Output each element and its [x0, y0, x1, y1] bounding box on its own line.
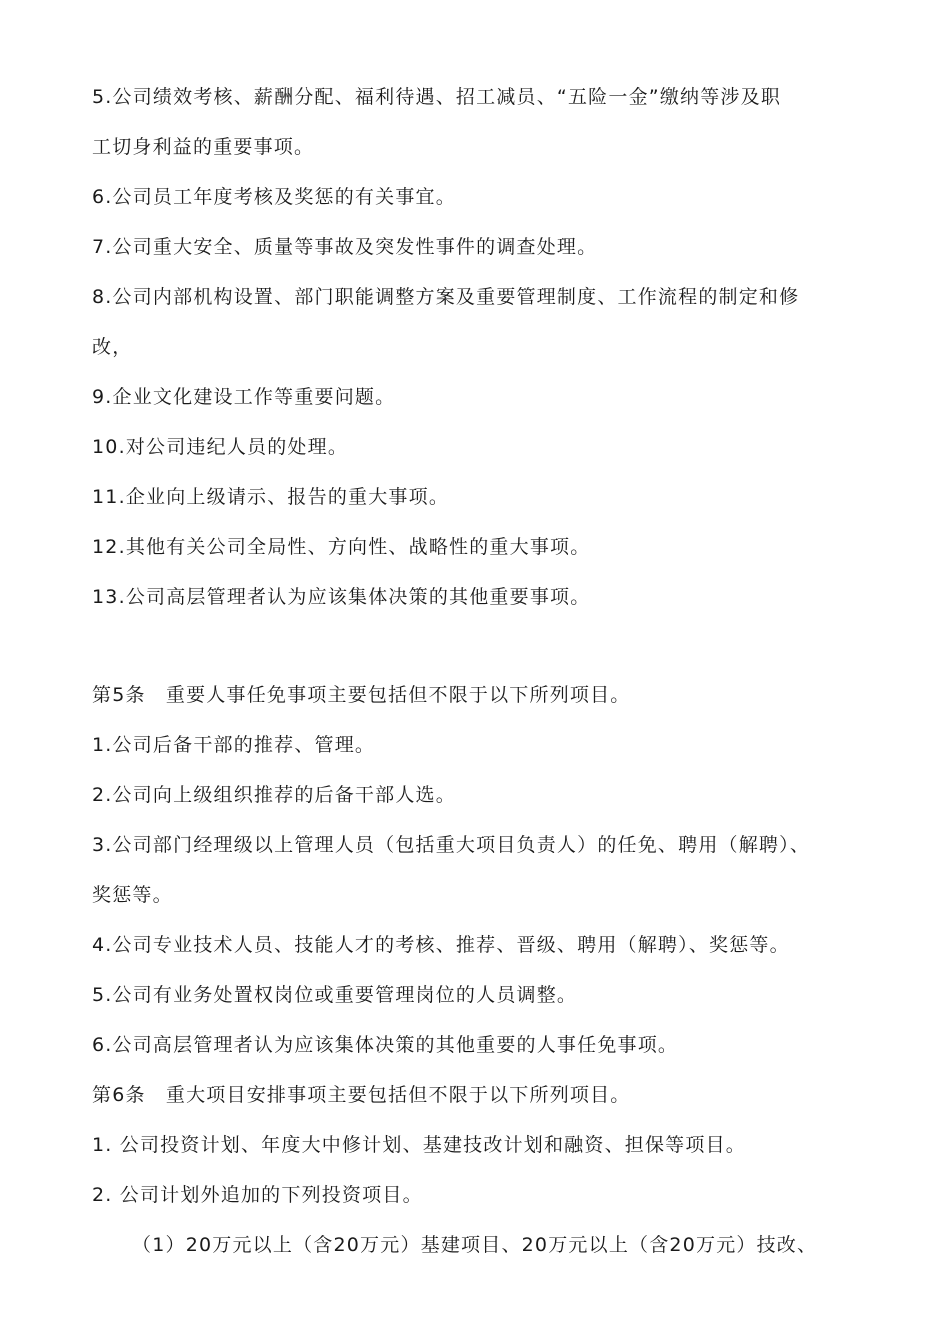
text-line: 奖惩等。: [92, 884, 173, 906]
text-line: 8.公司内部机构设置、部门职能调整方案及重要管理制度、工作流程的制定和修: [92, 286, 800, 308]
article-heading: 第5条 重要人事任免事项主要包括但不限于以下所列项目。: [92, 684, 631, 706]
text-line: 2.公司向上级组织推荐的后备干部人选。: [92, 784, 456, 806]
text-line: 10.对公司违纪人员的处理。: [92, 436, 349, 458]
text-line: 改，: [92, 336, 133, 358]
paragraph-gap: [92, 622, 910, 670]
text-line: （1）20万元以上（含20万元）基建项目、20万元以上（含20万元）技改、: [132, 1234, 818, 1256]
text-line: 9.企业文化建设工作等重要问题。: [92, 386, 396, 408]
article-heading: 第6条 重大项目安排事项主要包括但不限于以下所列项目。: [92, 1084, 631, 1106]
text-line: 6.公司员工年度考核及奖惩的有关事宜。: [92, 186, 456, 208]
text-line: 5.公司绩效考核、薪酬分配、福利待遇、招工减员、“五险一金”缴纳等涉及职: [92, 86, 782, 108]
text-line: 11.企业向上级请示、报告的重大事项。: [92, 486, 450, 508]
text-line: 6.公司高层管理者认为应该集体决策的其他重要的人事任免事项。: [92, 1034, 679, 1056]
text-line: 5.公司有业务处置权岗位或重要管理岗位的人员调整。: [92, 984, 578, 1006]
text-line: 工切身利益的重要事项。: [92, 136, 315, 158]
text-line: 7.公司重大安全、质量等事故及突发性事件的调查处理。: [92, 236, 598, 258]
text-line: 12.其他有关公司全局性、方向性、战略性的重大事项。: [92, 536, 591, 558]
text-line: 13.公司高层管理者认为应该集体决策的其他重要事项。: [92, 586, 591, 608]
text-line: 4.公司专业技术人员、技能人才的考核、推荐、晋级、聘用（解聘）、奖惩等。: [92, 934, 790, 956]
text-line: 1. 公司投资计划、年度大中修计划、基建技改计划和融资、担保等项目。: [92, 1134, 746, 1156]
text-line: 1.公司后备干部的推荐、管理。: [92, 734, 376, 756]
text-line: 2. 公司计划外追加的下列投资项目。: [92, 1184, 423, 1206]
text-line: 3.公司部门经理级以上管理人员（包括重大项目负责人）的任免、聘用（解聘）、: [92, 834, 811, 856]
